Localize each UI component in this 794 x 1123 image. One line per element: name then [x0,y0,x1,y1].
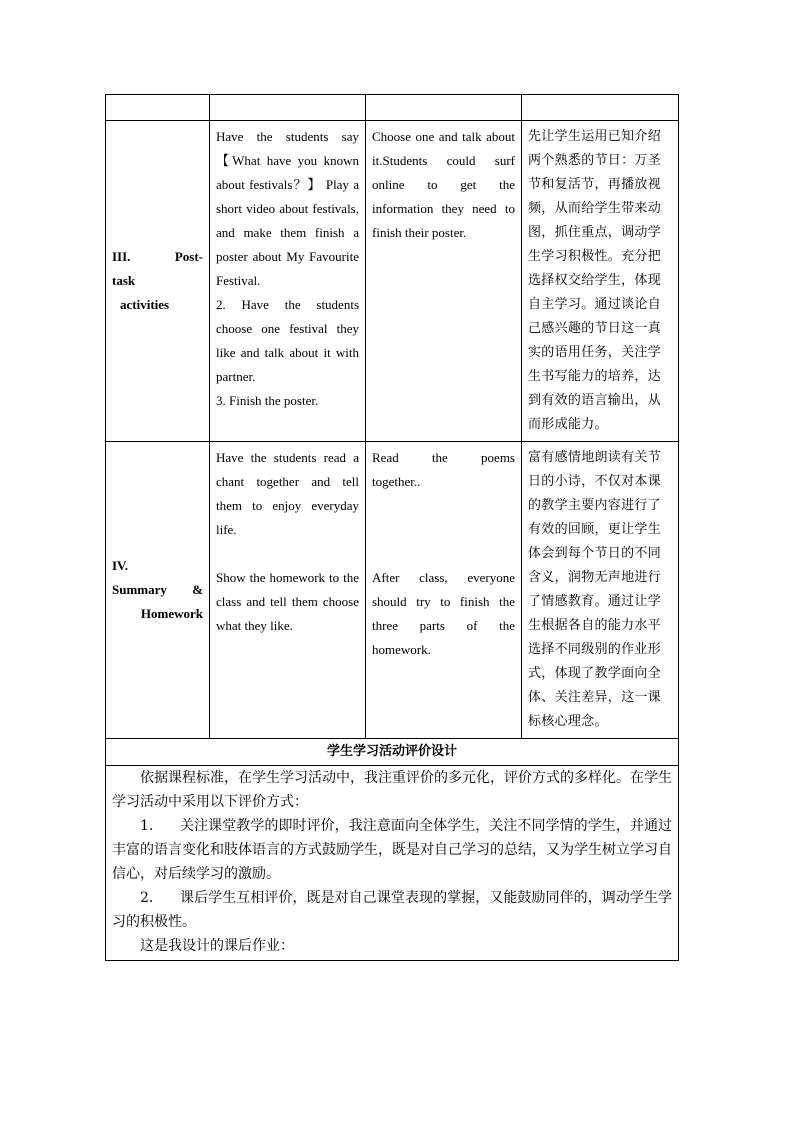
teacher-activity-cell [210,442,366,739]
student-activity-text: Choose one and talk about it.Students could surf online to get the information they need to finish their poster. [372,129,515,240]
teacher-activity-text: Have the students read a chant together and tell them to enjoy everyday life. [216,450,359,537]
item-text: 关注课堂教学的即时评价，我注意面向全体学生，关注不同学情的学生，并通过丰富的语言变化和肢体语言的方式鼓励学生，既是对自己学习的总结，又为学生树立学习自信心，对后续学习的激励。 [112,818,672,882]
table-row-section-title [106,739,679,766]
teacher-activity-text: 【What have you known about festivals？】 Play a short video about festivals, and make them finish a poster about My Favourite Festival. [216,153,359,288]
purpose-cell [522,442,679,739]
table-row-evaluation [106,766,679,961]
evaluation-intro: 依据课程标准，在学生学习活动中，我注重评价的多元化，评价方式的多样化。在学生学习活动中采用以下评价方式： [112,770,672,810]
purpose-text: 先让学生运用已知介绍两个熟悉的节日：万圣节和复活节，再播放视频，从而给学生带来动图，抓住重点，调动学生学习积极性。充分把选择权交给学生，体现自主学习。通过谈论自己感兴趣的节日这一真实的语用任务，关注学生书写能力的培养，达到有效的语言输出，从而形成能力。 [528,129,662,432]
stage-cell-summary [106,442,210,739]
empty-cell [366,95,522,121]
student-activity-cell [366,121,522,442]
empty-cell [210,95,366,121]
teacher-activity-line: Have the students say [216,129,359,144]
evaluation-closing: 这是我设计的课后作业： [140,938,294,954]
stage-label-line: Summary & [112,582,203,597]
student-activity-cell [366,442,522,739]
stage-label-line: III. Post- [112,249,203,264]
student-activity-text: Read the poems together.. [372,450,519,489]
lesson-plan-table [105,94,679,961]
table-row-summary [106,442,679,739]
empty-cell [106,95,210,121]
item-text: 课后学生互相评价，既是对自己课堂表现的掌握，又能鼓励同伴的，调动学生学习的积极性。 [112,890,672,930]
teacher-activity-text: 2. Have the students choose one festival they like and talk about it with partner. [216,297,359,384]
stage-label-line: task [112,273,136,288]
evaluation-cell [106,766,679,961]
item-number: 2. [140,890,154,906]
table-row-empty [106,95,679,121]
stage-label-line: IV. [112,558,129,573]
item-number: 1. [140,818,154,834]
table-row-post-task [106,121,679,442]
evaluation-item-1 [112,814,672,886]
stage-label-line: activities [120,297,170,312]
purpose-cell [522,121,679,442]
empty-cell [522,95,679,121]
stage-cell-post-task [106,121,210,442]
stage-label-line: Homework [140,606,203,621]
purpose-text: 富有感情地朗读有关节日的小诗，不仅对本课的教学主要内容进行了有效的回顾，更让学生体会到每个节日的不同含义，润物无声地进行了情感教育。通过让学生根据各自的能力水平选择不同级别的作业形式，体现了教学面向全体、关注差异，这一课标核心理念。 [528,450,662,729]
student-activity-text: After class, everyone should try to finish the three parts of the homework. [372,570,515,657]
section-title: 学生学习活动评价设计 [106,739,679,766]
evaluation-item-2 [112,886,672,934]
teacher-activity-text: Show the homework to the class and tell them choose what they like. [216,570,359,633]
teacher-activity-cell [210,121,366,442]
teacher-activity-text: 3. Finish the poster. [216,393,319,408]
